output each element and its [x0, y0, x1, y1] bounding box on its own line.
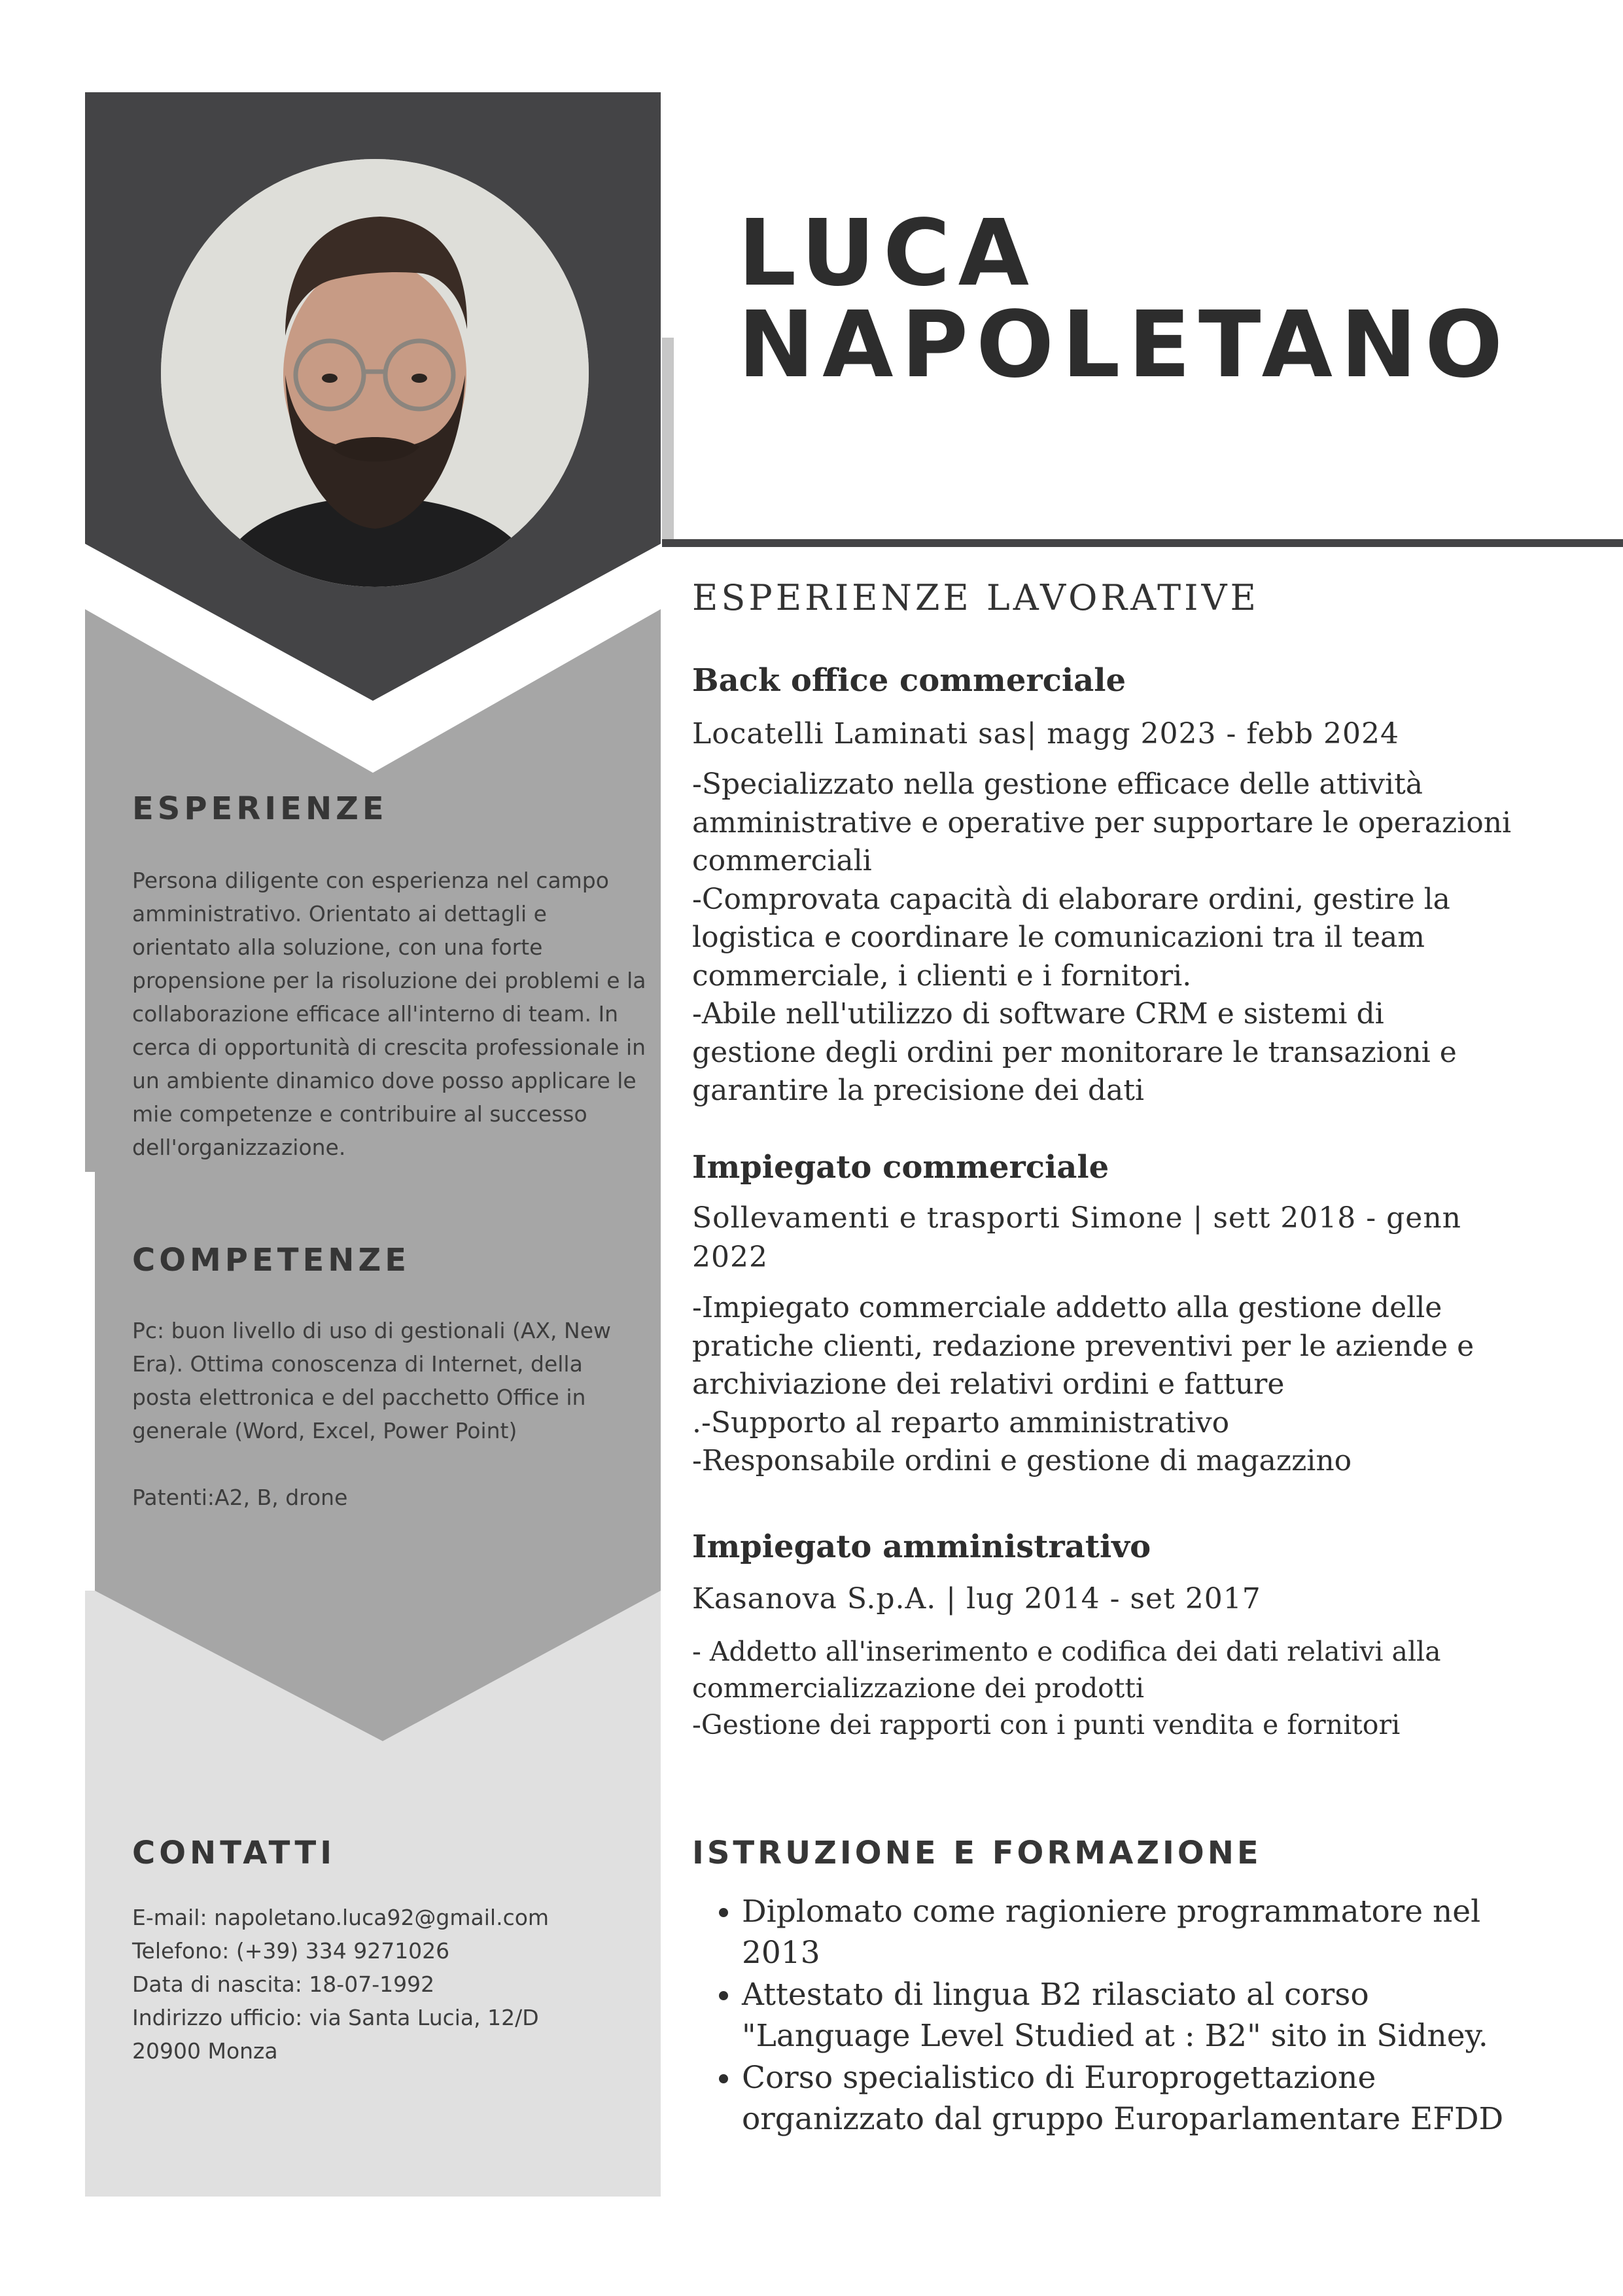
contact-phone: Telefono: (+39) 334 9271026 [132, 1938, 450, 1964]
job-title: Impiegato commerciale [692, 1149, 1109, 1186]
job-description [692, 766, 1516, 1110]
licenses-text: Patenti:A2, B, drone [132, 1485, 348, 1510]
contact-birthdate: Data di nascita: 18-07-1992 [132, 1971, 435, 1997]
contact-city: 20900 Monza [132, 2038, 278, 2064]
contacts-title: CONTATTI [132, 1835, 336, 1871]
job-bullet: -Responsabile ordini e gestione di magazzino [692, 1444, 1352, 1477]
candidate-name [738, 200, 1511, 398]
job-bullet: -Gestione dei rapporti con i punti vendita e fornitori [692, 1709, 1401, 1740]
contact-address: Indirizzo ufficio: via Santa Lucia, 12/D [132, 2005, 539, 2030]
first-name: LUCA [738, 200, 1037, 307]
skills-block [132, 1314, 616, 1514]
education-heading: ISTRUZIONE E FORMAZIONE [692, 1835, 1262, 1871]
avatar [161, 159, 589, 587]
last-name: NAPOLETANO [738, 292, 1511, 398]
job-description [692, 1289, 1516, 1481]
job-company: Kasanova S.p.A. | lug 2014 - set 2017 [692, 1582, 1261, 1616]
header-divider [662, 539, 1623, 547]
job-bullet: .-Supporto al reparto amministrativo [692, 1405, 1230, 1439]
contacts-list [132, 1901, 649, 2068]
job-bullet: -Impiegato commerciale addetto alla gestione delle pratiche clienti, redazione preventivi per le aziende e archiviazione dei relativi ordini e fatture [692, 1291, 1475, 1401]
education-list [692, 1891, 1543, 2140]
education-item: • Diplomato come ragioniere programmatore nel 2013 [742, 1891, 1543, 1973]
profile-text: Persona diligente con esperienza nel campo amministrativo. Orientato ai dettagli e orientato alla soluzione, con una forte propensione per la risoluzione dei problemi e la collaborazione efficace all'interno di team. In cerca di opportunità di crescita professionale in un ambiente dinamico dove posso applicare le mie competenze e contribuire al successo dell'organizzazione. [132, 868, 646, 1160]
job-bullet: -Comprovata capacità di elaborare ordini, gestire la logistica e coordinare le comunicazioni tra il team commerciale, i clienti e i fornitori. [692, 882, 1450, 993]
skills-text: Pc: buon livello di uso di gestionali (AX, New Era). Ottima conoscenza di Internet, della posta elettronica e del pacchetto Office in generale (Word, Excel, Power Point) [132, 1318, 612, 1443]
header-side-accent [662, 338, 674, 547]
job-entry [692, 1149, 1516, 1481]
job-bullet: - Addetto all'inserimento e codifica dei dati relativi alla commercializzazione dei prodotti [692, 1636, 1441, 1704]
skills-title: COMPETENZE [132, 1242, 411, 1279]
job-entry [692, 1528, 1516, 1743]
job-title: Back office commerciale [692, 662, 1126, 699]
job-title: Impiegato amministrativo [692, 1528, 1151, 1565]
education-item: • Corso specialistico di Europrogettazione organizzato dal gruppo Europarlamentare EFDD [742, 2057, 1543, 2140]
sidebar-mid-strip [85, 603, 95, 1172]
contact-email: E-mail: napoletano.luca92@gmail.com [132, 1905, 550, 1930]
education-item: • Attestato di lingua B2 rilasciato al corso "Language Level Studied at : B2" sito in Sidney. [742, 1974, 1543, 2057]
job-company: Locatelli Laminati sas| magg 2023 - febb 2024 [692, 717, 1399, 751]
job-bullet: -Abile nell'utilizzo di software CRM e sistemi di gestione degli ordini per monitorare le transazioni e garantire la precisione dei dati [692, 997, 1457, 1107]
profile-title: ESPERIENZE [132, 790, 388, 827]
experience-heading: ESPERIENZE LAVORATIVE [692, 577, 1259, 618]
job-entry [692, 662, 1516, 1110]
job-description [692, 1633, 1516, 1743]
job-company: Sollevamenti e trasporti Simone | sett 2018 - genn 2022 [692, 1201, 1461, 1274]
avatar-portrait [161, 159, 589, 587]
job-bullet: -Specializzato nella gestione efficace delle attività amministrative e operative per supportare le operazioni commerciali [692, 768, 1512, 877]
